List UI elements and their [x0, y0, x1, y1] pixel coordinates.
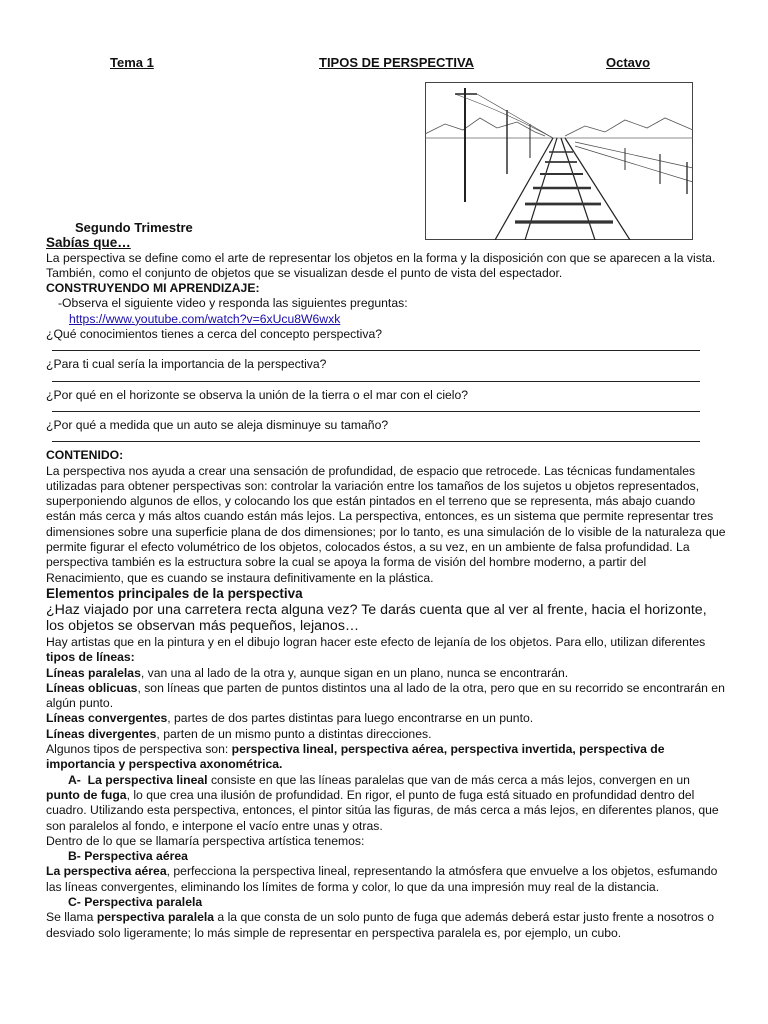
intro-paragraph: La perspectiva se define como el arte de representar los objetos en la forma y la disposición con que se aparecen a la vista. También, como el conjunto de objetos que se visualizan desde el punto de vista del espectador.: [46, 250, 716, 280]
contenido-heading: CONTENIDO:: [46, 448, 124, 463]
section-c-heading: C- Perspectiva paralela: [68, 894, 203, 909]
answer-line-4[interactable]: [52, 441, 700, 442]
linea-divergentes: Líneas divergentes, parten de un mismo punto a distintas direcciones.: [46, 726, 432, 741]
section-b-paragraph: La perspectiva aérea, perfecciona la perspectiva lineal, representando la atmósfera que envuelve a los objetos, esfumando las líneas convergentes, eliminando los límites de forma y color, lo que da una impresión muy real de la distancia.: [46, 864, 718, 894]
elementos-intro: ¿Haz viajado por una carretera recta alguna vez? Te darás cuenta que al ver al frente, hacia el horizonte, los objetos se observan más pequeños, lejanos…: [46, 601, 707, 635]
document-title: TIPOS DE PERSPECTIVA: [319, 55, 475, 70]
artistas-paragraph: Hay artistas que en la pintura y en el dibujo logran hacer este efecto de lejanía de los objetos. Para ello, utilizan diferentes tipos de líneas:: [46, 634, 706, 665]
question-3: ¿Por qué en el horizonte se observa la unión de la tierra o el mar con el cielo?: [46, 387, 469, 402]
video-instruction: -Observa el siguiente video y responda las siguientes preguntas:: [58, 296, 408, 311]
sabias-que-heading: Sabías que…: [46, 235, 131, 251]
elementos-heading: Elementos principales de la perspectiva: [46, 585, 303, 601]
linea-convergentes: Líneas convergentes, partes de dos partes distintas para luego encontrarse en un punto.: [46, 711, 534, 726]
question-4: ¿Por qué a medida que un auto se aleja disminuye su tamaño?: [46, 417, 389, 432]
answer-line-1[interactable]: [52, 350, 700, 351]
tipos-paragraph: Algunos tipos de perspectiva son: perspectiva lineal, perspectiva aérea, perspectiva invertida, perspectiva de importancia y perspectiva axonométrica.: [46, 742, 665, 772]
section-a-paragraph: A- La perspectiva lineal consiste en que las líneas paralelas que van de más cerca a más lejos, convergen en un punto de fuga, lo que crea una ilusión de profundidad. En rigor, el punto de fuga está situado en profundidad dentro del cuadro. Utilizando esta perspectiva, entonces, el pintor sitúa las figuras, de más cerca a más lejos, en diferentes planos, que son paralelos al fondo, e interpone el vacío entre unas y otras.: [46, 772, 719, 833]
section-b-heading: B- Perspectiva aérea: [68, 849, 188, 864]
document-body: [46, 218, 726, 941]
railroad-perspective-illustration: [425, 82, 693, 240]
video-link[interactable]: https://www.youtube.com/watch?v=6xUcu8W6wxk: [69, 311, 341, 326]
question-1: ¿Qué conocimientos tienes a cerca del concepto perspectiva?: [46, 327, 383, 342]
construyendo-heading: CONSTRUYENDO MI APRENDIZAJE:: [46, 281, 260, 296]
linea-oblicuas: Líneas oblicuas, son líneas que parten de puntos distintos una al lado de la otra, pero que en su recorrido se encontrarán en algún punto.: [46, 680, 725, 711]
contenido-paragraph: La perspectiva nos ayuda a crear una sensación de profundidad, de espacio que retrocede. Las técnicas fundamentales utilizadas para obtener perspectivas son: controlar la variación entre los tamaños de los sujetos u objetos representados, superponiendo algunos de ellos, y colocando los que están pintados en el terreno que se representa, más abajo cuando están más cerca y más altos cuando están más lejos. La perspectiva, entonces, es un sistema que permite representar tres dimensiones sobre una superficie plana de dos dimensiones; por lo tanto, es una simulación de lo visible de la naturaleza que permite figurar el efecto volumétrico de los objetos, colocados éstos, a su vez, en un ambiente de falsa profundidad. La perspectiva también es la estructura sobre la cual se apoya la forma de visión del hombre moderno, a partir del Renacimiento, que es cuando se instaura definitivamente en la plástica.: [46, 463, 726, 585]
answer-line-3[interactable]: [52, 411, 700, 412]
answer-line-2[interactable]: [52, 381, 700, 382]
linea-paralelas: Líneas paralelas, van una al lado de la otra y, aunque sigan en un plano, nunca se encontrarán.: [46, 665, 569, 680]
question-2: ¿Para ti cual sería la importancia de la perspectiva?: [46, 357, 327, 372]
section-a-closing: Dentro de lo que se llamaría perspectiva artística tenemos:: [46, 833, 365, 848]
tema-label: Tema 1: [110, 55, 154, 70]
segundo-trimestre: Segundo Trimestre: [75, 220, 193, 235]
grade-label: Octavo: [606, 55, 651, 70]
section-c-paragraph: Se llama perspectiva paralela a la que consta de un solo punto de fuga que además deberá estar justo frente a nosotros o desviado solo ligeramente; lo más simple de representar en perspectiva paralela es, por ejemplo, un cubo.: [46, 910, 715, 940]
